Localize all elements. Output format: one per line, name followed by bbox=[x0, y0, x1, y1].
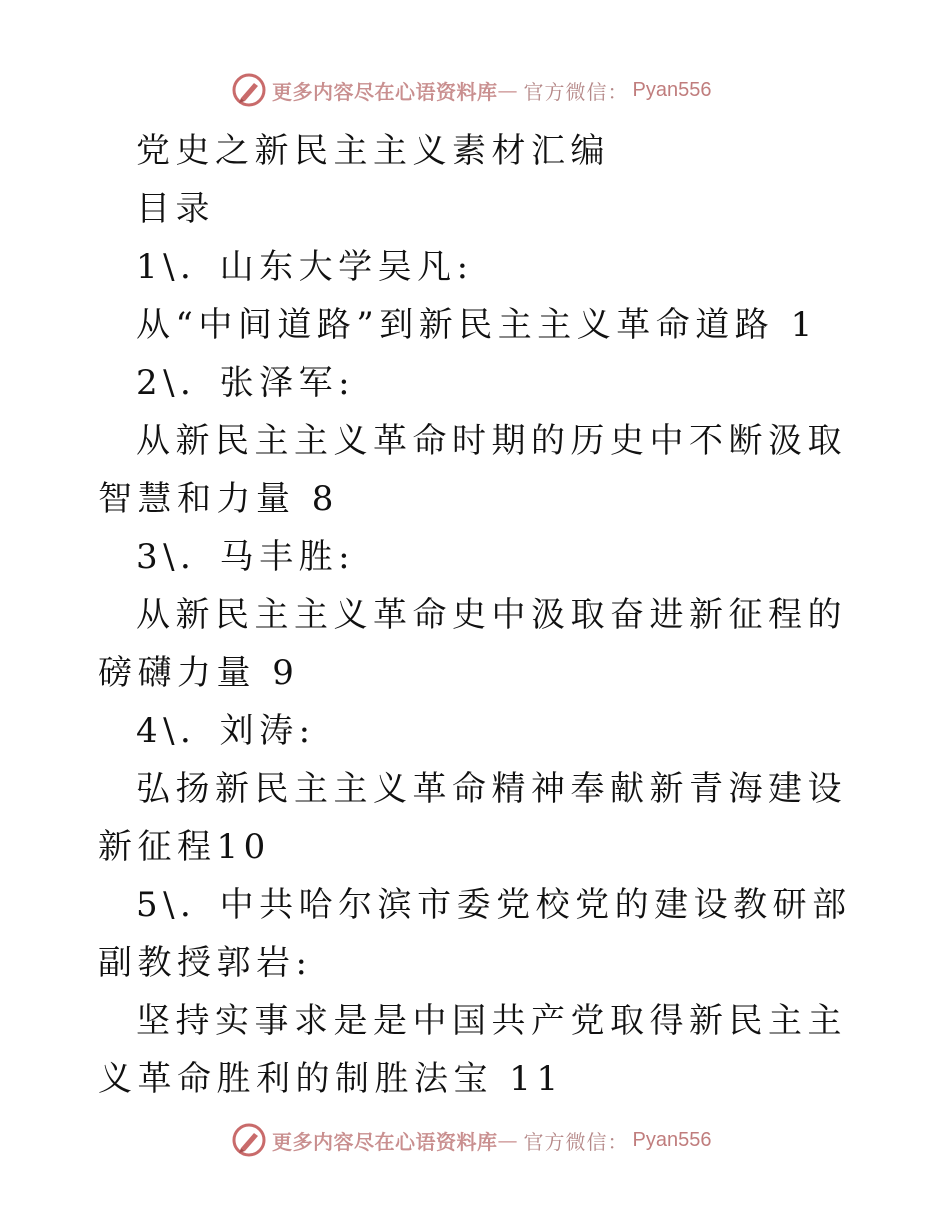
toc-entry-2-author: 2\．张泽军: bbox=[136, 363, 356, 403]
toc-entry-1-author: 1\．山东大学吴凡: bbox=[136, 247, 474, 287]
toc-entry-3-author: 3\．马丰胜: bbox=[136, 537, 356, 577]
toc-entry-4-title: 弘扬新民主主义革命精神奉献新青海建设新征程10 bbox=[98, 769, 847, 867]
watermark-wechat-label: 官方微信： bbox=[523, 79, 629, 104]
document-body bbox=[98, 122, 858, 1108]
toc-entry-4-author: 4\．刘涛: bbox=[136, 711, 316, 751]
toc-entry-2-title: 从新民主主义革命时期的历史中不断汲取智慧和力量 8 bbox=[98, 421, 847, 519]
watermark-text: 更多内容尽在心语资料库 bbox=[272, 1129, 498, 1154]
toc-heading: 目录 bbox=[136, 189, 215, 229]
toc-entry-5-title: 坚持实事求是是中国共产党取得新民主主义革命胜利的制胜法宝 11 bbox=[98, 1001, 847, 1099]
watermark-wechat-id: Pyan556 bbox=[632, 1128, 712, 1151]
toc-entry-1-title: 从“中间道路”到新民主主义革命道路 1 bbox=[136, 305, 818, 345]
toc-entry-5-author: 5\．中共哈尔滨市委党校党的建设教研部副教授郭岩: bbox=[98, 885, 852, 983]
watermark-banner-bottom bbox=[232, 1120, 711, 1160]
watermark-dash: — bbox=[497, 1128, 518, 1152]
watermark-wechat-label: 官方微信： bbox=[523, 1129, 629, 1154]
pen-logo-icon bbox=[232, 73, 266, 107]
document-title: 党史之新民主主义素材汇编 bbox=[136, 131, 610, 171]
watermark-wechat-id: Pyan556 bbox=[632, 78, 712, 101]
watermark-text: 更多内容尽在心语资料库 bbox=[272, 79, 498, 104]
watermark-banner-top bbox=[232, 70, 711, 110]
pen-logo-icon bbox=[232, 1123, 266, 1157]
toc-entry-3-title: 从新民主主义革命史中汲取奋进新征程的磅礴力量 9 bbox=[98, 595, 847, 693]
watermark-dash: — bbox=[497, 78, 518, 102]
